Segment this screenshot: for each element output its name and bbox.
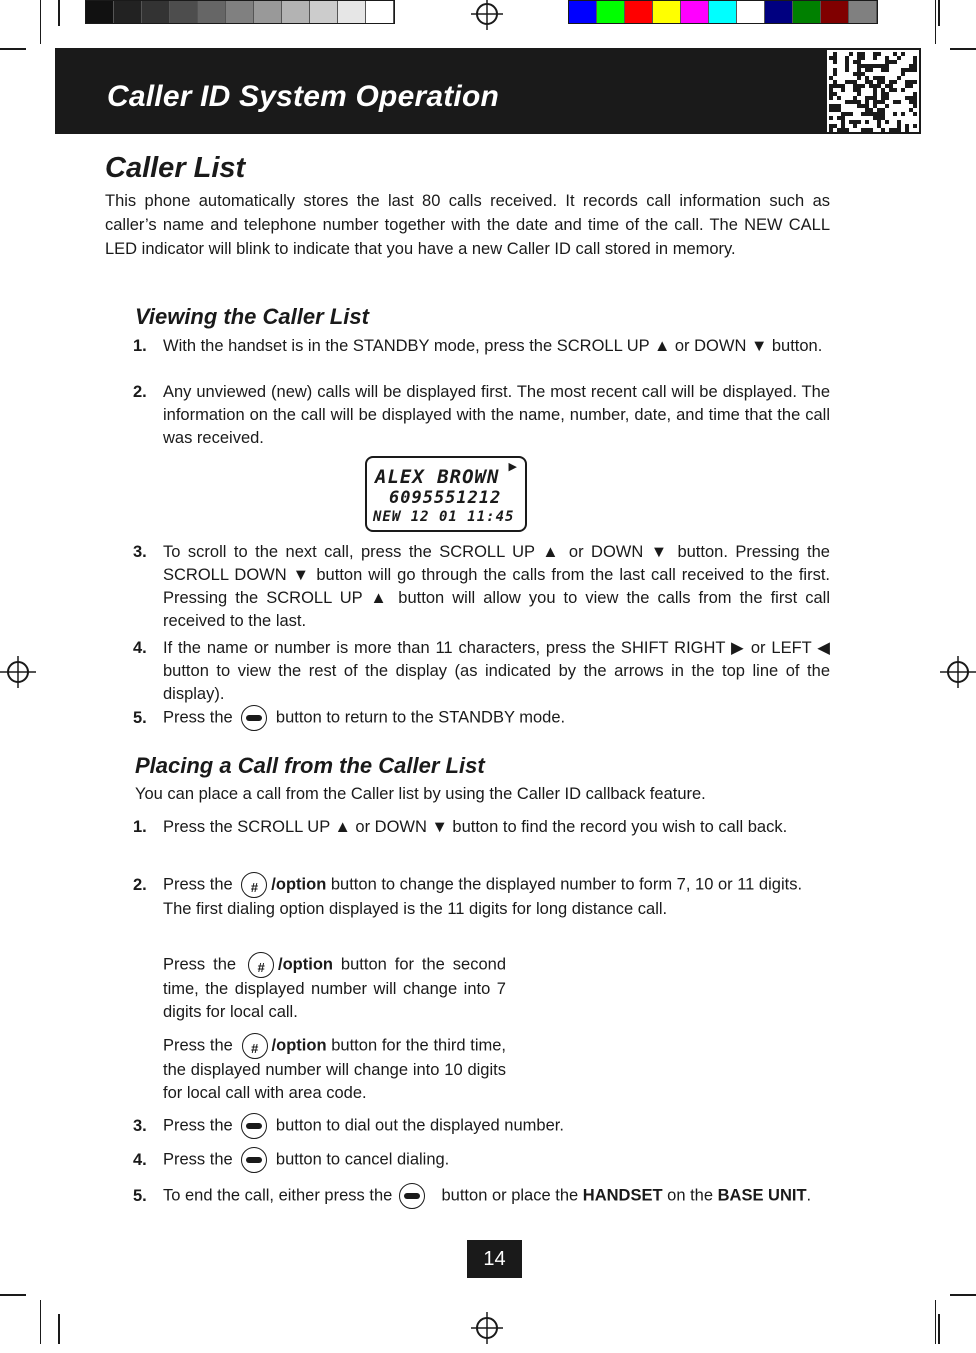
color-swatch bbox=[765, 1, 793, 23]
color-swatch bbox=[170, 1, 198, 23]
list-item-text: With the handset is in the STANDBY mode, press the SCROLL UP ▲ or DOWN ▼ button. bbox=[163, 337, 823, 355]
crop-mark bbox=[0, 48, 26, 50]
crop-mark bbox=[950, 48, 976, 50]
color-swatch bbox=[198, 1, 226, 23]
viewing-section-title: Viewing the Caller List bbox=[135, 304, 369, 329]
list-item-text: To scroll to the next call, press the SCROLL UP ▲ or DOWN ▼ button. Pressing the SCROLL DOWN ▼ button will go through the calls from the last call received to the first. Pressing the SCROLL UP ▲ button will allow you to view the calls from the first call received to the last. bbox=[163, 543, 830, 630]
color-swatch bbox=[737, 1, 765, 23]
list-item-number: 5. bbox=[133, 709, 147, 727]
option-key-label: /option bbox=[271, 875, 327, 894]
color-swatch bbox=[653, 1, 681, 23]
hash-glyph: # bbox=[250, 880, 258, 895]
list-item-number: 4. bbox=[133, 1151, 147, 1169]
list-item-text bbox=[163, 952, 506, 1024]
list-item-text: Any unviewed (new) calls will be displayed first. The most recent call will be displayed. The information on the call will be displayed with the name, number, date, and time that the call was received. bbox=[163, 383, 830, 447]
lcd-display bbox=[365, 456, 527, 532]
hash-option-button-icon bbox=[242, 1033, 268, 1059]
list-item-text bbox=[163, 1147, 830, 1173]
lcd-line-number: 6095551212 bbox=[389, 488, 502, 508]
color-swatch bbox=[114, 1, 142, 23]
hash-option-button-icon bbox=[241, 872, 267, 898]
handset-label: HANDSET bbox=[582, 1186, 663, 1205]
lcd-line-date: NEW 12 01 11:45 bbox=[373, 509, 515, 525]
caller-list-intro: This phone automatically stores the last 80 calls received. It records call information such as caller’s name and telephone number together with the date and time of the call. The NEW CALL LED indicator will blink to indicate that you have a new Caller ID call stored in memory. bbox=[105, 192, 830, 258]
list-item-text bbox=[163, 1183, 830, 1209]
registration-mark-icon bbox=[467, 1308, 507, 1348]
list-item-number: 3. bbox=[133, 1117, 147, 1135]
list-item-text bbox=[163, 1113, 830, 1139]
list-item-number: 2. bbox=[133, 876, 147, 894]
color-swatch bbox=[821, 1, 849, 23]
color-swatch bbox=[366, 1, 394, 23]
item-text-pre: Press the bbox=[163, 1150, 233, 1169]
color-swatch bbox=[282, 1, 310, 23]
item-text-end: . bbox=[806, 1186, 812, 1205]
item-text-post: button for the second time, the displayed number will change into 7 digits for local call. bbox=[163, 955, 506, 1021]
item-text-pre: To end the call, either press the bbox=[163, 1186, 393, 1205]
color-swatch bbox=[597, 1, 625, 23]
item-text-pre: Press the bbox=[163, 708, 233, 727]
crop-mark bbox=[935, 1300, 936, 1344]
color-swatch bbox=[849, 1, 877, 23]
crop-mark bbox=[938, 0, 940, 26]
item-text-pre: Press the bbox=[163, 1116, 233, 1135]
color-swatch bbox=[310, 1, 338, 23]
color-swatch bbox=[142, 1, 170, 23]
talk-off-button-icon bbox=[241, 705, 267, 731]
color-swatch bbox=[793, 1, 821, 23]
page-number: 14 bbox=[467, 1240, 522, 1278]
color-swatch bbox=[569, 1, 597, 23]
crop-mark bbox=[40, 0, 41, 44]
page-header bbox=[55, 48, 921, 134]
color-swatch bbox=[681, 1, 709, 23]
crop-mark bbox=[40, 1300, 41, 1344]
list-item-number: 1. bbox=[133, 337, 147, 355]
list-item-number: 4. bbox=[133, 639, 147, 657]
color-swatch bbox=[86, 1, 114, 23]
item-text-post: button to dial out the displayed number. bbox=[275, 1116, 564, 1135]
item-text-post: button to cancel dialing. bbox=[275, 1150, 450, 1169]
registration-mark-icon bbox=[467, 0, 507, 40]
crop-mark bbox=[935, 0, 936, 44]
item-text-post: button for the third time, the displayed number will change into 10 digits for local call with area code. bbox=[163, 1036, 506, 1102]
crop-mark bbox=[938, 1314, 940, 1344]
item-text-on: on the bbox=[667, 1186, 714, 1205]
color-swatch bbox=[338, 1, 366, 23]
item-text-mid: button or place the bbox=[441, 1186, 579, 1205]
crop-mark bbox=[0, 1294, 26, 1296]
list-item-number: 2. bbox=[133, 383, 147, 401]
off-button-icon bbox=[399, 1183, 425, 1209]
lcd-line-name: ALEX BROWN bbox=[375, 466, 500, 488]
hash-option-button-icon bbox=[248, 952, 274, 978]
color-swatch bbox=[625, 1, 653, 23]
talk-button-icon bbox=[241, 1113, 267, 1139]
crop-mark bbox=[950, 1294, 976, 1296]
crop-mark bbox=[58, 0, 60, 26]
registration-mark-icon bbox=[0, 652, 40, 692]
option-key-label: /option bbox=[271, 1036, 327, 1055]
list-item-number: 5. bbox=[133, 1187, 147, 1205]
color-swatch bbox=[254, 1, 282, 23]
list-item-number: 1. bbox=[133, 818, 147, 836]
list-item-text: Press the SCROLL UP ▲ or DOWN ▼ button to find the record you wish to call back. bbox=[163, 818, 788, 836]
item-text-post: button to return to the STANDBY mode. bbox=[275, 708, 566, 727]
color-calibration-bar bbox=[568, 0, 878, 24]
off-button-icon bbox=[241, 1147, 267, 1173]
option-key-label: /option bbox=[278, 955, 333, 974]
registration-mark-icon bbox=[936, 652, 976, 692]
list-item-text: If the name or number is more than 11 characters, press the SHIFT RIGHT ▶ or LEFT ◀ button to view the rest of the display (as indicated by the arrows in the top line of the display). bbox=[163, 639, 830, 703]
color-swatch bbox=[709, 1, 737, 23]
item-text-pre: Press the bbox=[163, 875, 233, 894]
right-arrow-icon: ▶ bbox=[508, 461, 517, 473]
barcode-icon bbox=[827, 50, 919, 132]
placing-intro: You can place a call from the Caller list by using the Caller ID callback feature. bbox=[135, 785, 706, 803]
item-text-pre: Press the bbox=[163, 955, 237, 974]
item-text-post: button to change the displayed number to form 7, 10 or 11 digits. The first dialing option displayed is the 11 digits for long distance call. bbox=[163, 875, 803, 918]
caller-list-title: Caller List bbox=[105, 152, 246, 184]
hash-glyph: # bbox=[250, 1041, 259, 1056]
color-swatch bbox=[226, 1, 254, 23]
header-title: Caller ID System Operation bbox=[107, 80, 499, 113]
gray-calibration-bar bbox=[85, 0, 395, 24]
base-unit-label: BASE UNIT bbox=[717, 1186, 807, 1205]
list-item-text bbox=[163, 872, 830, 921]
hash-glyph: # bbox=[257, 960, 265, 975]
list-item-number: 3. bbox=[133, 543, 147, 561]
list-item-text bbox=[163, 1033, 506, 1105]
list-item-text bbox=[163, 705, 830, 731]
crop-mark bbox=[58, 1314, 60, 1344]
item-text-pre: Press the bbox=[163, 1036, 233, 1055]
placing-section-title: Placing a Call from the Caller List bbox=[135, 753, 485, 778]
